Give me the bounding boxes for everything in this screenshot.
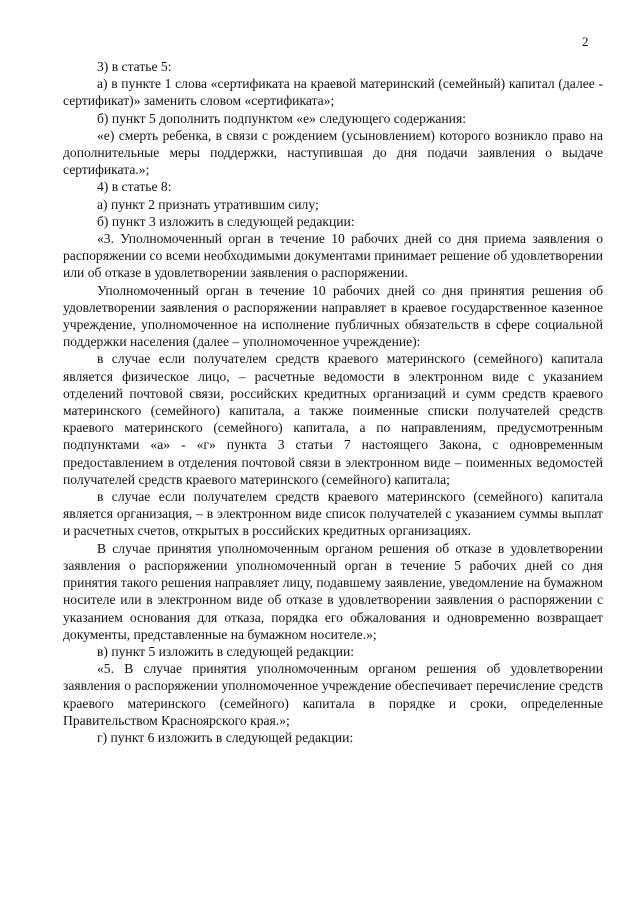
paragraph-article-8-g: г) пункт 6 изложить в следующей редакции: — [97, 729, 354, 745]
page-number: 2 — [582, 34, 589, 49]
paragraph-article-5-a: а) в пункте 1 слова «сертификата на краевой материнский (семейный) капитал (далее - сертификат)» заменить словом «сертификата»; — [63, 76, 603, 109]
paragraph-organization-recipient: в случае если получателем средств краевого материнского (семейного) капитала является организация, – в электронном виде список получателей с указанием суммы выплат и расчетных счетов, открытых в российских кредитных организациях. — [63, 489, 603, 539]
paragraph-article-8-heading: 4) в статье 8: — [97, 179, 172, 195]
paragraph-article-5-b: б) пункт 5 дополнить подпунктом «е» следующего содержания: — [97, 110, 466, 126]
document-body — [63, 58, 603, 746]
paragraph-refusal: В случае принятия уполномоченным органом решения об отказе в удовлетворении заявления о распоряжении уполномоченный орган в течение 5 рабочих дней со дня принятия такого решения направляет лицу, подавшему заявление, уведомление на бумажном носителе или в электронном виде об отказе в удовлетворении заявления о распоряжении с указанием основания для отказа, порядка его обжалования и одновременно возвращает документы, представленные на бумажном носителе.»; — [63, 540, 603, 642]
paragraph-clause-5: «5. В случае принятия уполномоченным органом решения об удовлетворении заявления о распоряжении уполномоченное учреждение обеспечивает перечисление средств краевого материнского (семейного) капитала в порядке и сроки, определенные Правительством Красноярского края.»; — [63, 661, 603, 728]
paragraph-individual-recipient: в случае если получателем средств краевого материнского (семейного) капитала является физическое лицо, – расчетные ведомости в электронном виде с указанием отделений почтовой связи, российских кредитных организаций и сумм средств краевого материнского (семейного) капитала, а также поименные списки получателей средств краевого материнского (семейного) капитала, а по направлениям, предусмотренным подпунктами «а» - «г» пункта 3 статьи 7 настоящего Закона, с одновременным предоставлением в отделения почтовой связи в электронном виде – поименных ведомостей получателей средств краевого материнского (семейного) капитала; — [63, 351, 603, 487]
paragraph-clause-3-authority: Уполномоченный орган в течение 10 рабочих дней со дня принятия решения об удовлетворении заявления о распоряжении направляет в краевое государственное казенное учреждение, уполномоченное на исполнение публичных обязательств в сфере социальной поддержки населения (далее – уполномоченное учреждение): — [63, 282, 603, 350]
paragraph-article-8-a: а) пункт 2 признать утратившим силу; — [97, 196, 319, 212]
paragraph-clause-3: «3. Уполномоченный орган в течение 10 рабочих дней со дня приема заявления о распоряжении со всеми необходимыми документами принимает решение об удовлетворении или об отказе в удовлетворении заявления о распоряжении. — [63, 231, 603, 281]
paragraph-article-5-heading: 3) в статье 5: — [97, 59, 172, 74]
paragraph-article-8-b: б) пункт 3 изложить в следующей редакции: — [97, 213, 355, 229]
paragraph-subitem-e: «е) смерть ребенка, в связи с рождением (усыновлением) которого возникло право на дополнительные меры поддержки, наступившая до дня подачи заявления о выдаче сертификата.»; — [63, 127, 603, 178]
paragraph-article-8-v: в) пункт 5 изложить в следующей редакции: — [97, 643, 355, 659]
